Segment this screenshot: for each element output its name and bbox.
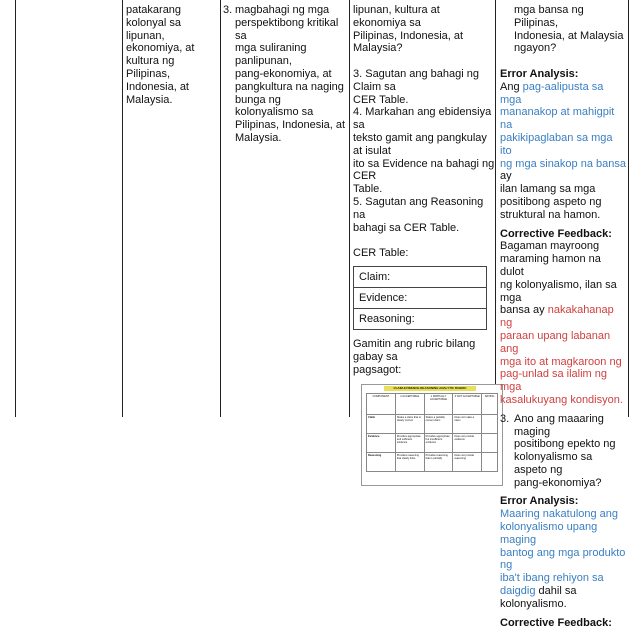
text-line: patakarang kolonyal sa bbox=[126, 4, 182, 29]
text-line: kultura ng Pilipinas, bbox=[126, 55, 175, 80]
column-divider bbox=[495, 0, 496, 417]
text-line: bahagi sa CER Table. bbox=[353, 221, 460, 234]
text-line: ngayon? bbox=[514, 42, 557, 55]
rubric-cell bbox=[482, 453, 498, 472]
rubric-header: 1 PARTIALLY ACCEPTABLE bbox=[424, 394, 453, 415]
rubric-cell: Does not make a claim bbox=[453, 415, 482, 434]
text-span: dahil sa bbox=[538, 585, 577, 598]
rubric-cell: Does not provide reasoning bbox=[453, 453, 482, 472]
competency-cell bbox=[223, 4, 347, 145]
highlight-red: nakakahanap ng bbox=[500, 304, 614, 330]
highlight-blue: iba't ibang rehiyon sa bbox=[500, 572, 604, 585]
rubric-image bbox=[361, 384, 503, 486]
text-line: ilan lamang sa mga bbox=[500, 183, 596, 196]
text-line: Malaysia. bbox=[235, 131, 282, 144]
text-line: positibong aspeto ng bbox=[500, 195, 602, 208]
text-line: pagsagot: bbox=[353, 363, 402, 376]
text-line: Gamitin ang rubric bilang gabay sa bbox=[353, 337, 476, 363]
highlight-blue: ng mga sinakop na bansa bbox=[500, 157, 626, 170]
text-line: Table. bbox=[353, 183, 383, 196]
activity-cell bbox=[353, 4, 495, 486]
question-line: kolonyalismo sa aspeto ng bbox=[514, 451, 593, 476]
error-analysis-heading: Error Analysis: bbox=[500, 495, 579, 508]
cer-claim-row: Claim: bbox=[354, 267, 486, 288]
corrective-feedback-heading: Corrective Feedback: bbox=[500, 616, 612, 629]
column-divider bbox=[122, 0, 123, 417]
rubric-cell: Provides appropriate but insufficient evidence bbox=[424, 434, 453, 453]
highlight-red: pag-unlad sa ilalim ng mga bbox=[500, 368, 608, 394]
highlight-blue: pag-aalipusta sa mga bbox=[500, 80, 604, 106]
text-line: maraming hamon na dulot bbox=[500, 253, 601, 278]
rubric-cell: Does not provide evidence bbox=[453, 434, 482, 453]
rubric-table bbox=[366, 393, 498, 472]
highlight-blue: pakikipaglaban sa mga ito bbox=[500, 131, 613, 157]
text-line: kolonyalismo. bbox=[500, 597, 567, 610]
rubric-header: RATING bbox=[482, 394, 498, 415]
text-line: 5. Sagutan ang Reasoning na bbox=[353, 195, 484, 221]
text-line: CER Table. bbox=[353, 93, 409, 106]
text-line: Indonesia, at Malaysia bbox=[514, 29, 624, 42]
cer-reasoning-row: Reasoning: bbox=[359, 312, 415, 325]
rubric-cell bbox=[482, 415, 498, 434]
rubric-cell bbox=[482, 434, 498, 453]
text-span: ay bbox=[500, 170, 512, 183]
highlight-blue: daigdig bbox=[500, 585, 536, 598]
error-analysis-heading: Error Analysis: bbox=[500, 67, 579, 80]
highlight-red: paraan upang labanan ang bbox=[500, 329, 611, 355]
text-line: pang-ekonomiya, at bbox=[235, 67, 332, 80]
highlight-blue: bantog ang mga produkto ng bbox=[500, 546, 626, 572]
rubric-cell: States a partially correct claim bbox=[424, 415, 453, 434]
text-line: ng kolonyalismo, ilan sa mga bbox=[500, 278, 617, 304]
text-line: teksto gamit ang pangkulay at isulat bbox=[353, 131, 487, 157]
rubric-cell: Claim bbox=[367, 415, 396, 434]
column-divider bbox=[349, 0, 350, 417]
text-span: bansa ay bbox=[500, 304, 545, 317]
rubric-header: 0 NOT ACCEPTABLE bbox=[453, 394, 482, 415]
highlight-blue: mananakop at mahigpit na bbox=[500, 106, 615, 132]
rubric-header: 2 ACCEPTABLE bbox=[395, 394, 424, 415]
list-number: 3. bbox=[223, 4, 233, 16]
rubric-title: CLAIM-EVIDENCE-REASONING ANALYTIC RUBRIC bbox=[384, 386, 476, 391]
rubric-cell: Evidence bbox=[367, 434, 396, 453]
text-line: 3. Sagutan ang bahagi ng Claim sa bbox=[353, 67, 480, 93]
cer-table-title: CER Table: bbox=[353, 247, 409, 260]
text-line: pangkultura na naging bbox=[235, 80, 344, 93]
text-line: perspektibong kritikal sa bbox=[235, 16, 339, 42]
rubric-header: COMPONENT bbox=[367, 394, 396, 415]
text-line: mga suliraning panlipunan, bbox=[235, 42, 307, 68]
rubric-cell: Provides reasoning that is partially bbox=[424, 453, 453, 472]
text-line: ito sa Evidence na bahagi ng CER bbox=[353, 157, 495, 183]
text-line: Bagaman mayroong bbox=[500, 240, 600, 253]
text-line: 4. Markahan ang ebidensiya sa bbox=[353, 106, 492, 132]
text-line: lipunan, kultura at ekonomiya sa bbox=[353, 4, 440, 29]
rubric-cell: Provides reasoning that clearly links bbox=[395, 453, 424, 472]
highlight-red: mga ito at magkaroon ng bbox=[500, 355, 622, 368]
text-line: Pilipinas, Indonesia, at bbox=[235, 119, 346, 132]
text-line: lipunan, ekonomiya, at bbox=[126, 29, 195, 55]
question-line: Ano ang maaaring maging bbox=[514, 412, 604, 438]
list-number: 3. bbox=[500, 412, 510, 425]
text-line: struktural na hamon. bbox=[500, 208, 601, 221]
highlight-red: kasalukuyang kondisyon. bbox=[500, 393, 623, 406]
question-line: pang-ekonomiya? bbox=[514, 476, 602, 489]
highlight-blue: kolonyalismo upang maging bbox=[500, 521, 598, 546]
cer-evidence-row: Evidence: bbox=[354, 288, 486, 309]
question-line: positibong epekto ng bbox=[514, 438, 616, 451]
text-line: Indonesia, at Malaysia. bbox=[126, 80, 189, 106]
text-line: mga bansa ng Pilipinas, bbox=[514, 4, 584, 29]
highlight-blue: Maaring nakatulong ang bbox=[500, 508, 619, 521]
cer-table bbox=[353, 266, 487, 330]
column-divider bbox=[220, 0, 221, 417]
text-span: Ang bbox=[500, 80, 520, 93]
text-line: magbahagi ng mga bbox=[235, 4, 330, 16]
text-line: bunga ng kolonyalismo sa bbox=[235, 93, 314, 119]
rubric-cell: States a claim that is clearly correct bbox=[395, 415, 424, 434]
lesson-table bbox=[15, 0, 629, 629]
rubric-cell: Provides appropriate and sufficient evidence bbox=[395, 434, 424, 453]
rubric-cell: Reasoning bbox=[367, 453, 396, 472]
analysis-cell bbox=[500, 4, 626, 629]
text-line: Pilipinas, Indonesia, at Malaysia? bbox=[353, 29, 464, 55]
corrective-feedback-heading: Corrective Feedback: bbox=[500, 227, 612, 240]
objective-cell bbox=[126, 4, 220, 106]
